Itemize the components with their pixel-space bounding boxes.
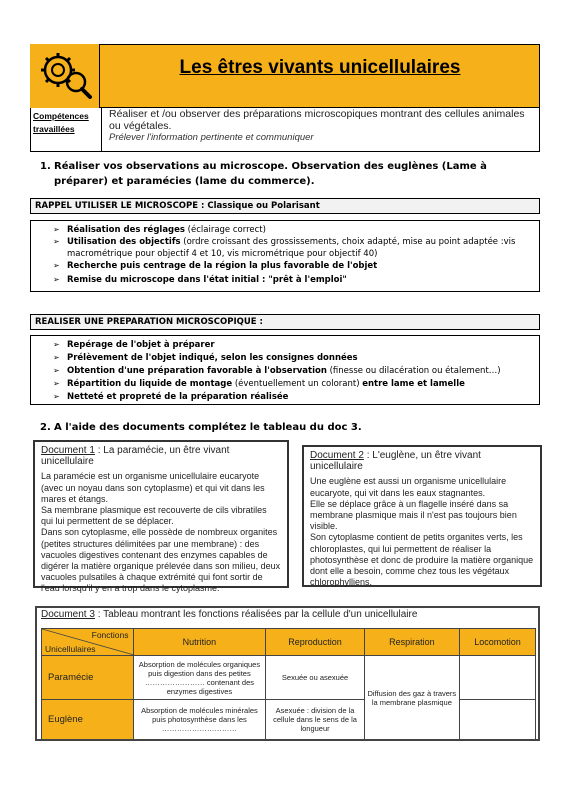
table-cell-empty[interactable]: [459, 656, 535, 700]
document-1-p2: Sa membrane plasmique est recouverte de cils vibratiles qui lui permettent de se déplacer.: [41, 505, 267, 527]
corner-top-label: Fonctions: [91, 630, 129, 640]
section1-heading: [40, 159, 524, 189]
document-3-title: Document 3 : Tableau montrant les fonctions réalisées par la cellule d'un unicellulaire: [41, 609, 418, 620]
rappel-item: ➢ Recherche puis centrage de la région la plus favorable de l'objet: [53, 261, 378, 271]
table-cell: Asexuée : division de la cellule dans le sens de la longueur: [266, 700, 364, 740]
competences-text: [109, 109, 534, 144]
section1-title: Réaliser vos observations au microscope. Observation des euglènes (Lame à préparer) et paramécies (lame du commerce).: [54, 161, 487, 187]
document-2-p1: Une euglène est aussi un organisme unicellulaire eucaryote, qui vit dans les eaux stagnantes.: [310, 476, 507, 498]
table-corner-cell: [42, 629, 134, 656]
document-2-title: Document 2 : L'euglène, un être vivant unicellulaire: [310, 450, 481, 473]
arrow-bullet-icon: ➢: [53, 353, 60, 362]
document-1-p3: Dans son cytoplasme, elle possède de nombreux organites (petites structures délimitées par une membrane) : des vacuoles digestives contenant des enzymes capables de digérer la matière organique prélevée dans son milieu, deux vacuoles pulsatiles à chaque extrémité qui font sortir de l'eau lorsqu'il y en a trop dans le cytoplasme.: [41, 527, 281, 594]
corner-bottom-label: Unicellulaires: [45, 644, 96, 654]
preparation-item: ➢ Prélèvement de l'objet indiqué, selon les consignes données: [53, 353, 358, 363]
competences-label: Compétences travaillées: [33, 111, 89, 134]
rappel-item: ➢ Réalisation des réglages (éclairage correct): [53, 225, 266, 235]
document-1-title: Document 1 : La paramécie, un être vivant unicellulaire: [41, 445, 230, 468]
table-cell: Absorption de molécules organiques puis digestion dans des petites …………………… contenant des enzymes digestives: [133, 656, 266, 700]
document-2-p2: Elle se déplace grâce à un flagelle inséré dans sa membrane plasmique mais il n'est pas toujours bien visible.: [310, 498, 517, 532]
table-cell: Diffusion des gaz à travers la membrane plasmique: [364, 656, 459, 740]
row-header: Euglène: [42, 700, 134, 740]
rappel-item: ➢ Remise du microscope dans l'état initial : "prêt à l'emploi": [53, 275, 347, 285]
column-header: Locomotion: [459, 629, 535, 656]
arrow-bullet-icon: ➢: [53, 261, 60, 270]
gear-magnifier-icon: [30, 44, 100, 108]
section2-heading: [40, 422, 362, 433]
table-row: [42, 700, 536, 740]
page-title: Les êtres vivants unicellulaires: [179, 57, 461, 78]
arrow-bullet-icon: ➢: [53, 237, 60, 246]
document-2-p3: Son cytoplasme contient de petits organites verts, les chloroplastes, qui lui permettent de réaliser la photosynthèse et donc de produire la matière organique dont elle a besoin, comme chez tous les végétaux chlorophylliens.: [310, 532, 534, 588]
header-icon-cell: [30, 44, 100, 108]
column-header: Nutrition: [133, 629, 266, 656]
document-1-p1: La paramécie est un organisme unicellulaire eucaryote (avec un noyau dans son cytoplasme) et qui vit dans les mares et étangs.: [41, 471, 265, 504]
competences-line1: Réaliser et /ou observer des préparations microscopiques montrant des cellules animales ou végétales.: [109, 108, 525, 132]
preparation-item: ➢ Obtention d'une préparation favorable à l'observation (finesse ou dilacération ou étalement…): [53, 366, 501, 376]
arrow-bullet-icon: ➢: [53, 275, 60, 284]
table-cell: Sexuée ou asexuée: [266, 656, 364, 700]
preparation-box: [30, 335, 540, 405]
preparation-bar: REALISER UNE PREPARATION MICROSCOPIQUE :: [30, 314, 540, 330]
table-header-row: [42, 629, 536, 656]
column-header: Reproduction: [266, 629, 364, 656]
section2-number: 2.: [40, 422, 51, 433]
row-header: Paramécie: [42, 656, 134, 700]
document-1: [33, 440, 289, 594]
rappel-item: ➢ Utilisation des objectifs (ordre croissant des grossissements, choix adapté, mise au point adaptée :vis macrométrique pour objectif 4 et 10, vis micrométrique pour objectif 40): [53, 237, 516, 259]
column-header: Respiration: [364, 629, 459, 656]
rappel-bar: RAPPEL UTILISER LE MICROSCOPE : Classique ou Polarisant: [30, 198, 540, 214]
section2-title: A l'aide des documents complétez le tableau du doc 3.: [54, 422, 362, 433]
arrow-bullet-icon: ➢: [53, 340, 60, 349]
table-cell: Absorption de molécules minérales puis photosynthèse dans les …………………………: [133, 700, 266, 740]
arrow-bullet-icon: ➢: [53, 379, 60, 388]
preparation-item: ➢ Netteté et propreté de la préparation réalisée: [53, 392, 289, 402]
document-2: [302, 445, 542, 587]
arrow-bullet-icon: ➢: [53, 366, 60, 375]
functions-table: [41, 628, 536, 740]
section1-number: 1.: [40, 161, 51, 172]
arrow-bullet-icon: ➢: [53, 392, 60, 401]
preparation-item: ➢ Repérage de l'objet à préparer: [53, 340, 215, 350]
arrow-bullet-icon: ➢: [53, 225, 60, 234]
rappel-box: [30, 220, 540, 292]
table-cell-empty[interactable]: [459, 700, 535, 740]
competences-line2: Prélever l'information pertinente et communiquer: [109, 132, 314, 143]
preparation-item: ➢ Répartition du liquide de montage (éventuellement un colorant) entre lame et lamelle: [53, 379, 465, 389]
table-row: [42, 656, 536, 700]
